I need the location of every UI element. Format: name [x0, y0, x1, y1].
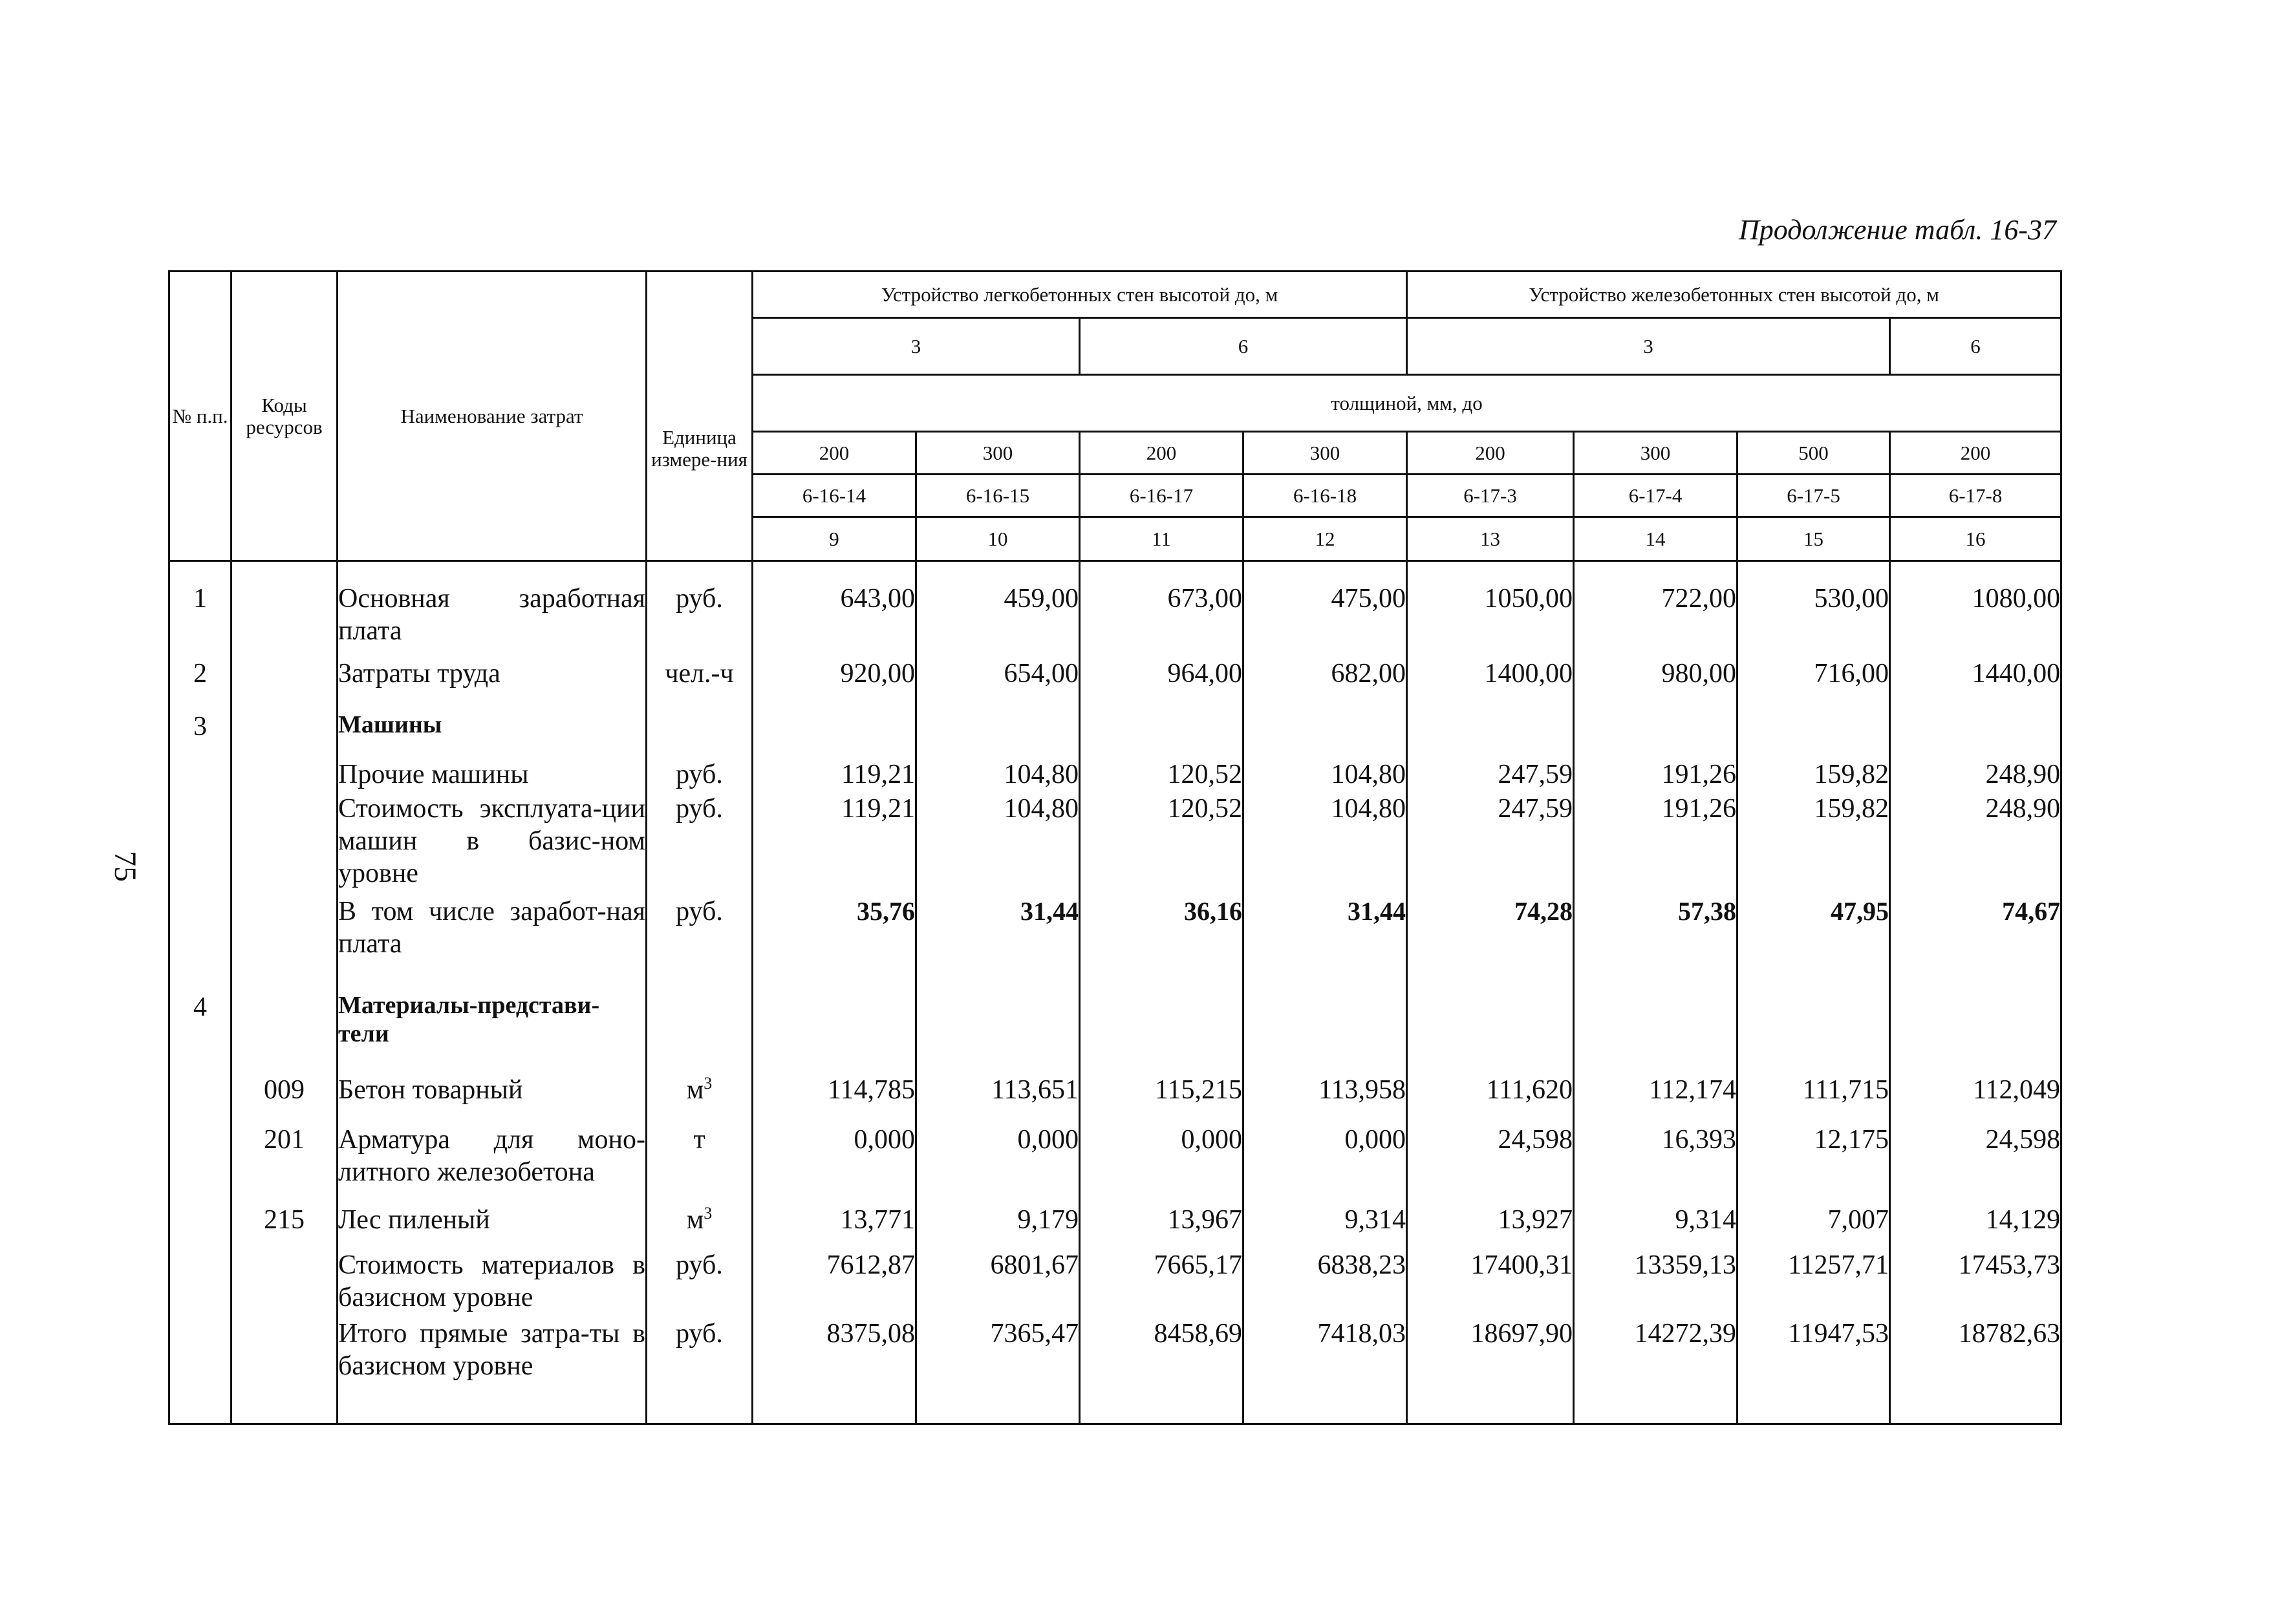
header-group-reinforced: Устройство железобетонных стен высотой до, м: [1407, 272, 2061, 318]
header-thickness-label: толщиной, мм, до: [753, 375, 2061, 432]
value-cell: 18697,90: [1407, 1318, 1574, 1424]
unit-label: руб.: [676, 760, 723, 790]
value-cell: 1080,00: [1890, 582, 2061, 657]
header-height: 6: [1080, 318, 1407, 375]
value-cell: 36,16: [1080, 895, 1243, 991]
resource-code: 009: [231, 1074, 338, 1123]
value-cell: [753, 991, 916, 1074]
header-height: 3: [753, 318, 1080, 375]
header-thickness: 500: [1737, 432, 1890, 475]
resource-code: [231, 1318, 338, 1424]
value-cell: 191,26: [1574, 793, 1737, 895]
resource-code: [231, 1249, 338, 1318]
row-number: [169, 1249, 231, 1318]
unit-cell: [647, 710, 753, 758]
value-cell: 74,67: [1890, 895, 2061, 991]
spacer-cell: [1574, 561, 1737, 582]
header-column-number: 13: [1407, 517, 1574, 561]
unit-label: руб.: [676, 583, 723, 614]
header-thickness: 200: [1890, 432, 2061, 475]
value-cell: 716,00: [1737, 657, 1890, 710]
value-cell: 13359,13: [1574, 1249, 1737, 1318]
value-cell: 6838,23: [1243, 1249, 1407, 1318]
value-cell: 16,393: [1574, 1124, 1737, 1204]
value-cell: 13,927: [1407, 1204, 1574, 1249]
header-column-number: 9: [753, 517, 916, 561]
value-cell: 248,90: [1890, 793, 2061, 895]
unit-superscript: 3: [704, 1074, 713, 1093]
table-body: [169, 561, 2061, 1424]
unit-cell: [647, 1318, 753, 1424]
row-number: [169, 1124, 231, 1204]
unit-cell: [647, 1074, 753, 1123]
cost-name: Стоимость материалов в базисном уровне: [338, 1249, 647, 1318]
value-cell: [1737, 710, 1890, 758]
value-cell: 722,00: [1574, 582, 1737, 657]
spacer-cell: [338, 561, 647, 582]
value-cell: 7418,03: [1243, 1318, 1407, 1424]
table-row: [169, 1124, 2061, 1204]
value-cell: 247,59: [1407, 758, 1574, 793]
value-cell: 1050,00: [1407, 582, 1574, 657]
value-cell: [1407, 710, 1574, 758]
page-number: 75: [108, 851, 142, 882]
header-column-number: 10: [916, 517, 1080, 561]
value-cell: 9,314: [1243, 1204, 1407, 1249]
value-cell: 13,967: [1080, 1204, 1243, 1249]
table-header: [169, 272, 2061, 561]
table-row: [169, 710, 2061, 758]
value-cell: [1574, 710, 1737, 758]
header-codes: Коды ресурсов: [231, 272, 338, 561]
header-unit: Единица измере-ния: [647, 272, 753, 561]
unit-cell: [647, 1249, 753, 1318]
spacer-cell: [1890, 561, 2061, 582]
value-cell: 104,80: [916, 793, 1080, 895]
value-cell: 11947,53: [1737, 1318, 1890, 1424]
value-cell: 7365,47: [916, 1318, 1080, 1424]
value-cell: 31,44: [916, 895, 1080, 991]
value-cell: 159,82: [1737, 758, 1890, 793]
value-cell: 248,90: [1890, 758, 2061, 793]
resource-code: 215: [231, 1204, 338, 1249]
value-cell: 7,007: [1737, 1204, 1890, 1249]
value-cell: [1243, 991, 1407, 1074]
value-cell: 14,129: [1890, 1204, 2061, 1249]
header-thickness: 200: [753, 432, 916, 475]
value-cell: 112,174: [1574, 1074, 1737, 1123]
cost-name: Затраты труда: [338, 657, 647, 710]
unit-cell: [647, 582, 753, 657]
unit-cell: [647, 1204, 753, 1249]
header-rate-code: 6-17-4: [1574, 475, 1737, 517]
cost-name: Машины: [338, 710, 647, 758]
resource-code: [231, 710, 338, 758]
cost-name: Материалы-представи-тели: [338, 991, 647, 1074]
unit-cell: [647, 657, 753, 710]
value-cell: 247,59: [1407, 793, 1574, 895]
header-column-number: 14: [1574, 517, 1737, 561]
table-row: [169, 895, 2061, 991]
value-cell: 673,00: [1080, 582, 1243, 657]
value-cell: [1574, 991, 1737, 1074]
table-row: [169, 1074, 2061, 1123]
value-cell: 113,651: [916, 1074, 1080, 1123]
table-caption: Продолжение табл. 16-37: [1739, 214, 2056, 246]
cost-name: Основная заработная плата: [338, 582, 647, 657]
header-rate-code: 6-16-17: [1080, 475, 1243, 517]
value-cell: [1407, 991, 1574, 1074]
value-cell: 57,38: [1574, 895, 1737, 991]
value-cell: 1400,00: [1407, 657, 1574, 710]
value-cell: 120,52: [1080, 758, 1243, 793]
value-cell: [916, 710, 1080, 758]
row-number: [169, 895, 231, 991]
cost-name: Стоимость эксплуата-ции машин в базис-ном уровне: [338, 793, 647, 895]
value-cell: 104,80: [1243, 793, 1407, 895]
header-column-number: 11: [1080, 517, 1243, 561]
resource-code: [231, 657, 338, 710]
spacer-cell: [1243, 561, 1407, 582]
value-cell: 8375,08: [753, 1318, 916, 1424]
value-cell: 475,00: [1243, 582, 1407, 657]
value-cell: 9,179: [916, 1204, 1080, 1249]
value-cell: 111,715: [1737, 1074, 1890, 1123]
spacer-cell: [231, 561, 338, 582]
header-name: Наименование затрат: [338, 272, 647, 561]
unit-cell: [647, 1124, 753, 1204]
unit-superscript: 3: [704, 1204, 713, 1223]
resource-code: [231, 991, 338, 1074]
value-cell: 0,000: [1243, 1124, 1407, 1204]
header-column-number: 15: [1737, 517, 1890, 561]
value-cell: 8458,69: [1080, 1318, 1243, 1424]
spacer-cell: [647, 561, 753, 582]
value-cell: 115,215: [1080, 1074, 1243, 1123]
value-cell: 47,95: [1737, 895, 1890, 991]
spacer-cell: [753, 561, 916, 582]
cost-name: Арматура для моно-литного железобетона: [338, 1124, 647, 1204]
header-column-number: 16: [1890, 517, 2061, 561]
value-cell: [1080, 710, 1243, 758]
header-rate-code: 6-16-15: [916, 475, 1080, 517]
value-cell: 0,000: [1080, 1124, 1243, 1204]
value-cell: 7665,17: [1080, 1249, 1243, 1318]
unit-label: т: [693, 1124, 705, 1155]
value-cell: 11257,71: [1737, 1249, 1890, 1318]
row-number: 4: [169, 991, 231, 1074]
header-thickness: 300: [1574, 432, 1737, 475]
header-height: 6: [1890, 318, 2061, 375]
cost-name: Лес пиленый: [338, 1204, 647, 1249]
value-cell: 980,00: [1574, 657, 1737, 710]
value-cell: 6801,67: [916, 1249, 1080, 1318]
unit-label: м: [686, 1205, 704, 1235]
value-cell: 654,00: [916, 657, 1080, 710]
header-thickness: 300: [1243, 432, 1407, 475]
table-row: [169, 991, 2061, 1074]
row-number: 3: [169, 710, 231, 758]
resource-code: 201: [231, 1124, 338, 1204]
value-cell: 18782,63: [1890, 1318, 2061, 1424]
resource-code: [231, 793, 338, 895]
table-row: [169, 1318, 2061, 1424]
table-row: [169, 1249, 2061, 1318]
cost-name: В том числе заработ-ная плата: [338, 895, 647, 991]
header-num: № п.п.: [169, 272, 231, 561]
value-cell: [1243, 710, 1407, 758]
header-group-lightweight: Устройство легкобетонных стен высотой до, м: [753, 272, 1407, 318]
unit-cell: [647, 793, 753, 895]
value-cell: 682,00: [1243, 657, 1407, 710]
header-thickness: 200: [1080, 432, 1243, 475]
value-cell: 459,00: [916, 582, 1080, 657]
header-thickness: 200: [1407, 432, 1574, 475]
value-cell: 119,21: [753, 793, 916, 895]
header-height: 3: [1407, 318, 1890, 375]
unit-label: руб.: [676, 1318, 723, 1349]
unit-cell: [647, 991, 753, 1074]
value-cell: 114,785: [753, 1074, 916, 1123]
row-number: 2: [169, 657, 231, 710]
cost-name: Итого прямые затра-ты в базисном уровне: [338, 1318, 647, 1424]
unit-label: чел.-ч: [665, 659, 734, 689]
value-cell: 119,21: [753, 758, 916, 793]
unit-label: руб.: [676, 794, 723, 824]
value-cell: 74,28: [1407, 895, 1574, 991]
spacer-cell: [916, 561, 1080, 582]
resource-code: [231, 582, 338, 657]
value-cell: 24,598: [1890, 1124, 2061, 1204]
value-cell: 13,771: [753, 1204, 916, 1249]
value-cell: 17400,31: [1407, 1249, 1574, 1318]
value-cell: 111,620: [1407, 1074, 1574, 1123]
value-cell: 31,44: [1243, 895, 1407, 991]
value-cell: [1890, 991, 2061, 1074]
value-cell: 35,76: [753, 895, 916, 991]
value-cell: 0,000: [916, 1124, 1080, 1204]
row-number: [169, 1204, 231, 1249]
row-number: [169, 793, 231, 895]
table-row: [169, 657, 2061, 710]
resource-code: [231, 895, 338, 991]
unit-label: м: [686, 1075, 704, 1106]
header-rate-code: 6-17-5: [1737, 475, 1890, 517]
cost-name: Прочие машины: [338, 758, 647, 793]
header-rate-code: 6-17-3: [1407, 475, 1574, 517]
value-cell: 1440,00: [1890, 657, 2061, 710]
value-cell: 9,314: [1574, 1204, 1737, 1249]
value-cell: 964,00: [1080, 657, 1243, 710]
row-number: [169, 1318, 231, 1424]
value-cell: 643,00: [753, 582, 916, 657]
value-cell: [1737, 991, 1890, 1074]
header-thickness: 300: [916, 432, 1080, 475]
value-cell: 112,049: [1890, 1074, 2061, 1123]
cost-name: Бетон товарный: [338, 1074, 647, 1123]
table-row: [169, 1204, 2061, 1249]
unit-label: руб.: [676, 896, 723, 926]
header-column-number: 12: [1243, 517, 1407, 561]
value-cell: 104,80: [916, 758, 1080, 793]
table-row: [169, 793, 2061, 895]
value-cell: [1890, 710, 2061, 758]
spacer-row: [169, 561, 2061, 582]
spacer-cell: [1737, 561, 1890, 582]
row-number: [169, 758, 231, 793]
unit-cell: [647, 758, 753, 793]
resource-cost-table: [168, 270, 2062, 1425]
value-cell: 159,82: [1737, 793, 1890, 895]
value-cell: 24,598: [1407, 1124, 1574, 1204]
header-rate-code: 6-16-14: [753, 475, 916, 517]
value-cell: 0,000: [753, 1124, 916, 1204]
table-row: [169, 758, 2061, 793]
unit-label: руб.: [676, 1250, 723, 1280]
value-cell: [916, 991, 1080, 1074]
value-cell: 113,958: [1243, 1074, 1407, 1123]
spacer-cell: [1080, 561, 1243, 582]
value-cell: 7612,87: [753, 1249, 916, 1318]
header-rate-code: 6-16-18: [1243, 475, 1407, 517]
value-cell: 191,26: [1574, 758, 1737, 793]
value-cell: 104,80: [1243, 758, 1407, 793]
value-cell: 920,00: [753, 657, 916, 710]
value-cell: 530,00: [1737, 582, 1890, 657]
value-cell: [1080, 991, 1243, 1074]
table-row: [169, 582, 2061, 657]
value-cell: 17453,73: [1890, 1249, 2061, 1318]
value-cell: 14272,39: [1574, 1318, 1737, 1424]
row-number: 1: [169, 582, 231, 657]
row-number: [169, 1074, 231, 1123]
resource-code: [231, 758, 338, 793]
header-rate-code: 6-17-8: [1890, 475, 2061, 517]
unit-cell: [647, 895, 753, 991]
value-cell: 12,175: [1737, 1124, 1890, 1204]
spacer-cell: [1407, 561, 1574, 582]
value-cell: [753, 710, 916, 758]
value-cell: 120,52: [1080, 793, 1243, 895]
spacer-cell: [169, 561, 231, 582]
